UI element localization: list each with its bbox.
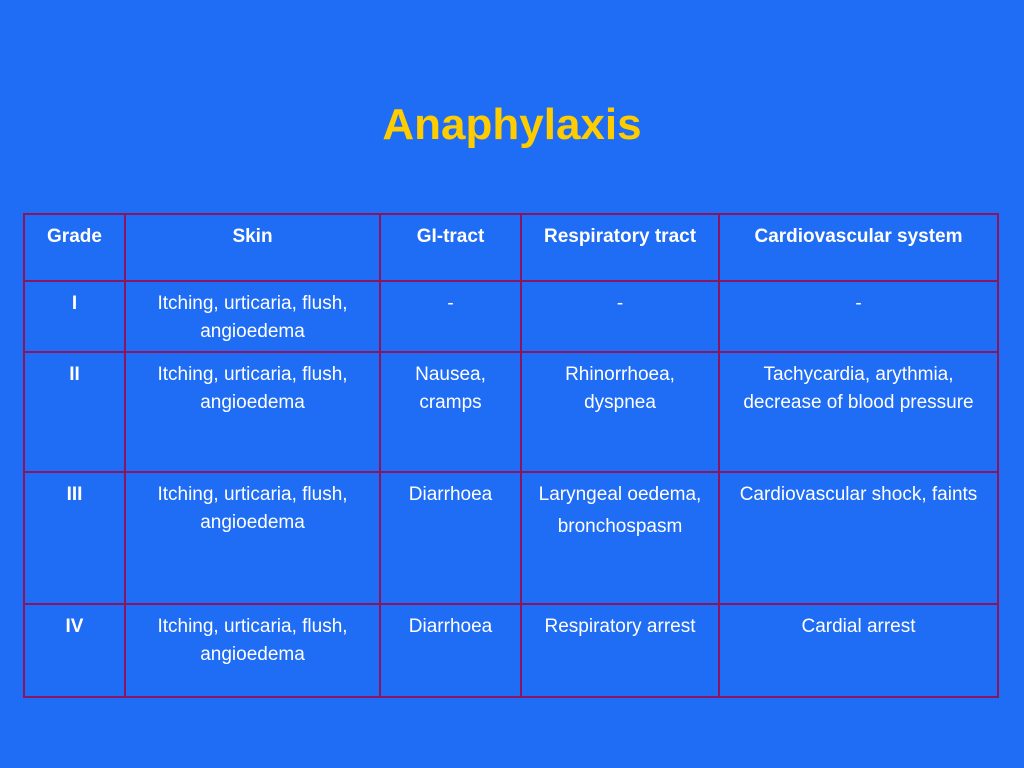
skin-cell: Itching, urticaria, flush, angioedema: [125, 352, 380, 472]
skin-cell: Itching, urticaria, flush, angioedema: [125, 281, 380, 352]
grade-cell: III: [24, 472, 125, 604]
skin-cell: Itching, urticaria, flush, angioedema: [125, 472, 380, 604]
header-respiratory-tract: Respiratory tract: [521, 214, 719, 281]
skin-cell: Itching, urticaria, flush, angioedema: [125, 604, 380, 697]
cardiovascular-cell: Cardiovascular shock, faints: [719, 472, 998, 604]
gi-tract-cell: Diarrhoea: [380, 604, 521, 697]
header-skin: Skin: [125, 214, 380, 281]
anaphylaxis-grade-table: [23, 213, 999, 698]
table-row: [24, 352, 998, 472]
table-row: [24, 472, 998, 604]
grade-cell: IV: [24, 604, 125, 697]
respiratory-cell: -: [521, 281, 719, 352]
gi-tract-cell: Diarrhoea: [380, 472, 521, 604]
respiratory-text-extra: bronchospasm: [557, 516, 683, 537]
table-header-row: [24, 214, 998, 281]
gi-tract-cell: -: [380, 281, 521, 352]
table-row: [24, 281, 998, 352]
page-title: Anaphylaxis: [382, 100, 642, 149]
respiratory-text: Laryngeal oedema,: [538, 484, 702, 505]
cardiovascular-cell: Cardial arrest: [719, 604, 998, 697]
gi-tract-cell: Nausea, cramps: [380, 352, 521, 472]
grade-cell: I: [24, 281, 125, 352]
cardiovascular-cell: Tachycardia, arythmia, decrease of blood pressure: [719, 352, 998, 472]
grade-cell: II: [24, 352, 125, 472]
header-grade: Grade: [24, 214, 125, 281]
header-cardiovascular-system: Cardiovascular system: [719, 214, 998, 281]
respiratory-cell: Rhinorrhoea, dyspnea: [521, 352, 719, 472]
cardiovascular-cell: -: [719, 281, 998, 352]
table-row: [24, 604, 998, 697]
header-gi-tract: GI-tract: [380, 214, 521, 281]
respiratory-cell: Respiratory arrest: [521, 604, 719, 697]
respiratory-cell: [521, 472, 719, 604]
